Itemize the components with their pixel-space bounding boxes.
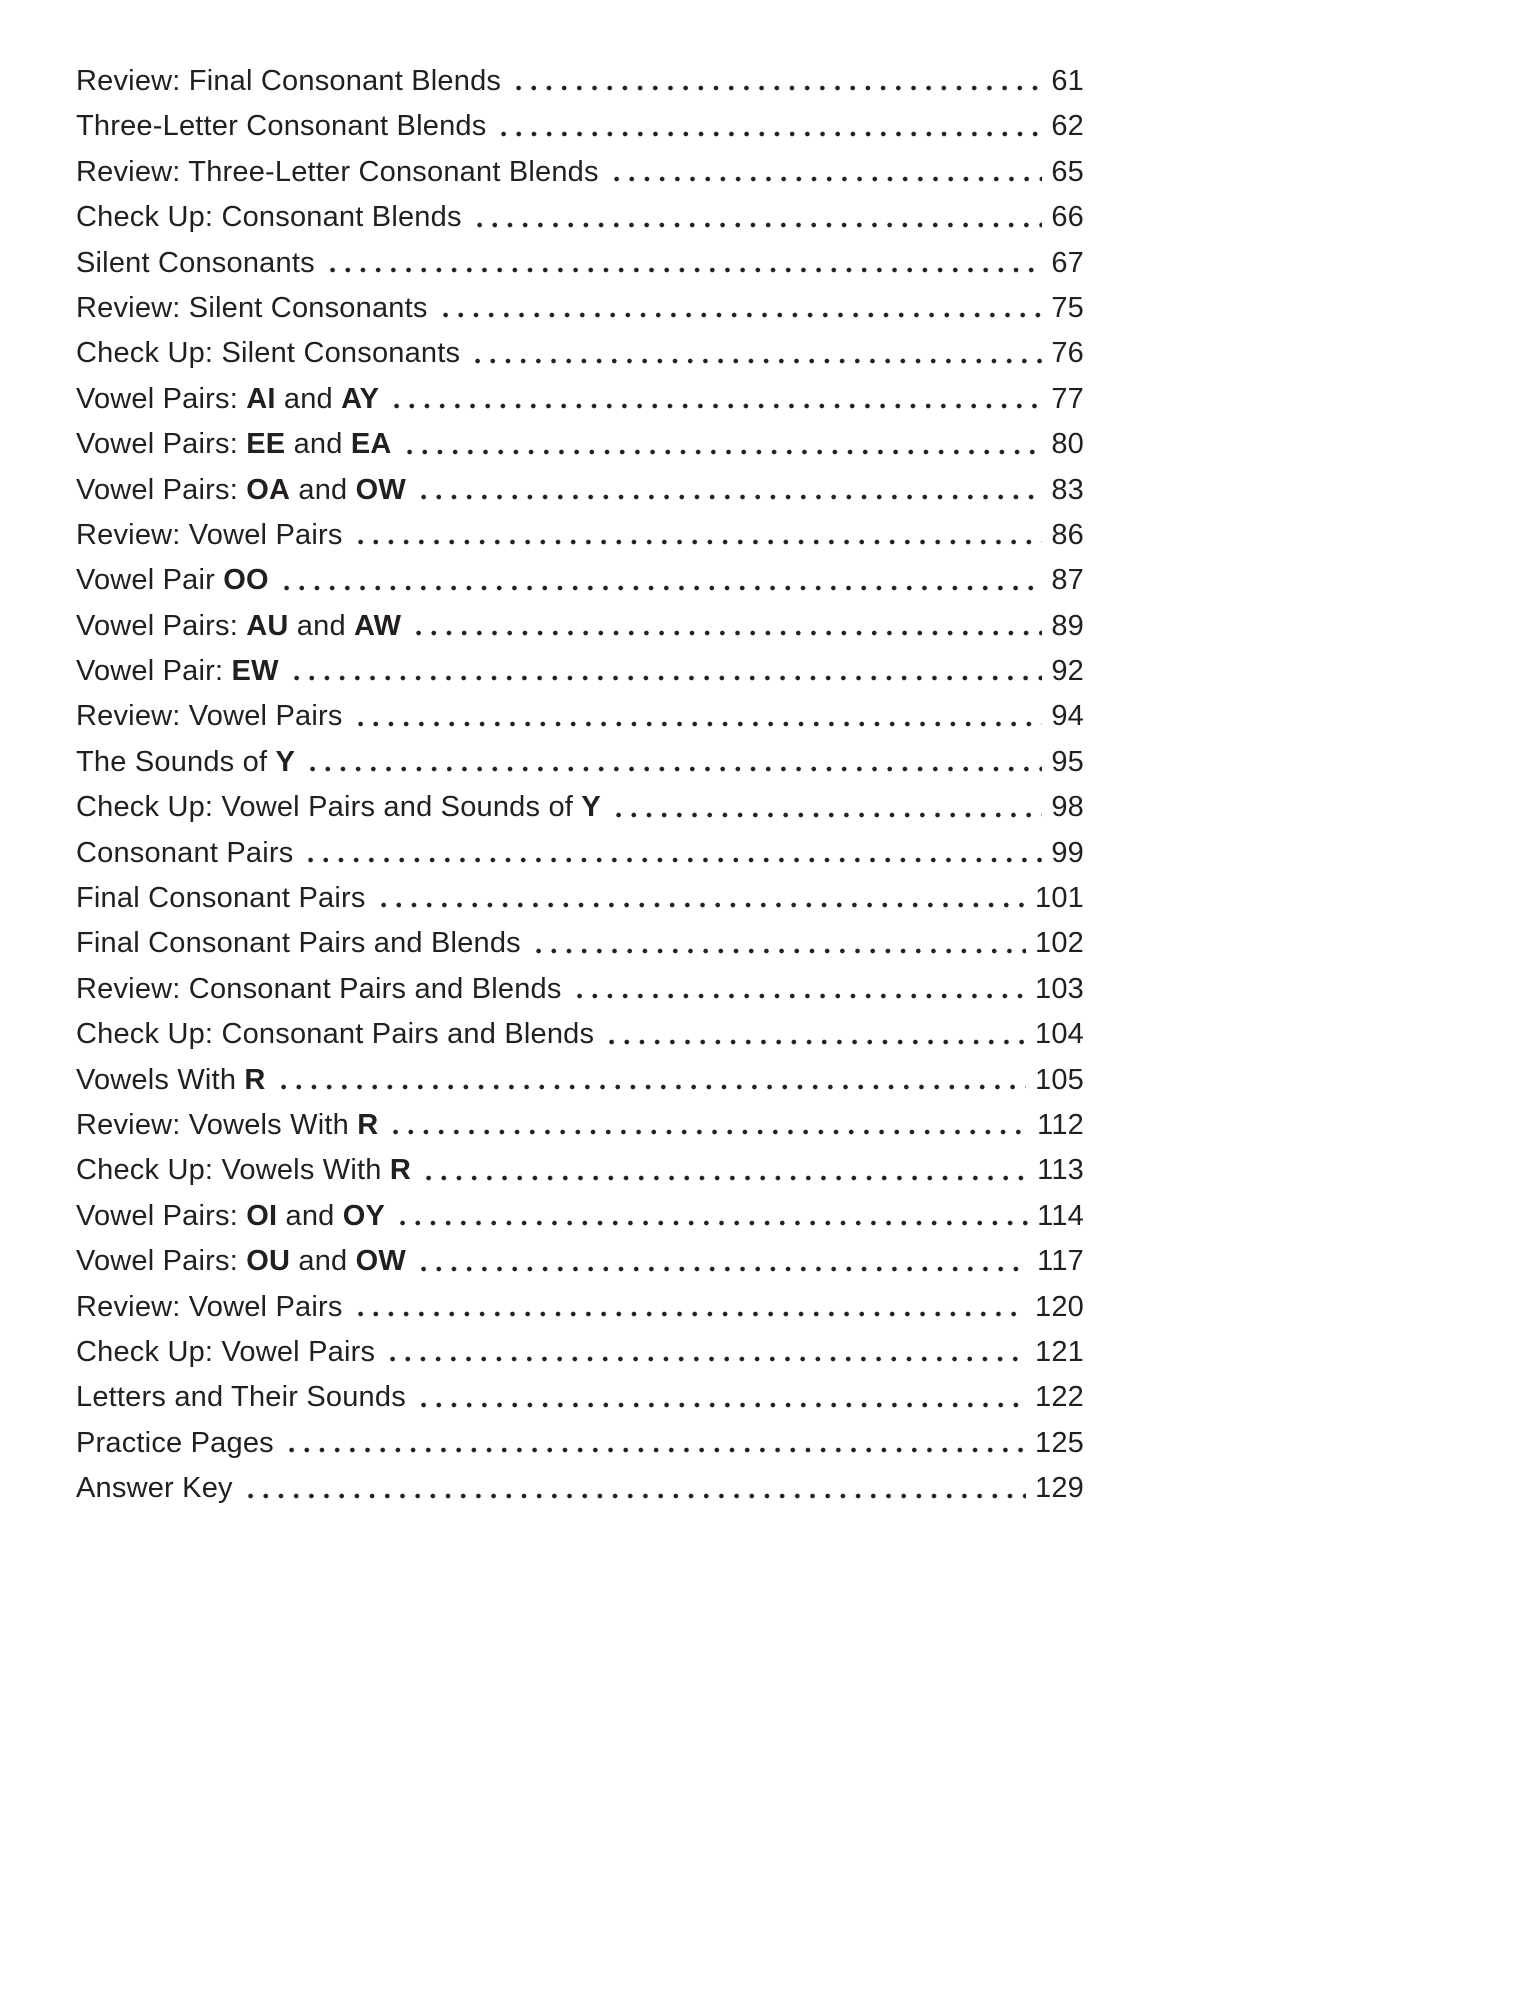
toc-entry-page-number: 120 [1035,1290,1084,1323]
toc-title-segment: Vowel Pair [76,564,224,597]
toc-title-segment: Letters and Their Sounds [76,1381,406,1414]
toc-entry [76,241,1084,286]
toc-entry [76,1058,1084,1103]
toc-entry [76,1194,1084,1239]
toc-title-segment: Check Up: Consonant Blends [76,201,462,234]
toc-entry-page-number: 65 [1051,155,1084,188]
toc-entry-page-number: 61 [1051,65,1084,97]
toc-entry-title [76,331,460,376]
toc-title-segment: Vowel Pair: [76,655,232,688]
toc-entry-page-number: 89 [1051,609,1084,642]
toc-title-bold-segment: AI [246,382,276,415]
toc-title-segment: Silent Consonants [76,246,315,279]
toc-title-segment: Review: Final Consonant Blends [76,65,502,97]
dot-leader [531,921,1026,966]
toc-entry-title [76,1194,385,1239]
toc-entry-title [76,468,406,513]
toc-title-segment: Review: Vowel Pairs [76,700,343,733]
toc-entry-title [76,831,293,876]
toc-entry-page-number: 114 [1037,1199,1084,1232]
toc-entry-title [76,785,601,830]
toc-entry-page-number: 92 [1051,655,1084,688]
dot-leader [279,558,1043,603]
dot-leader [385,1330,1026,1375]
toc-entry-title [76,241,315,286]
toc-entry [76,513,1084,558]
toc-entry-title [76,1239,406,1284]
toc-title-segment: and [288,609,355,642]
toc-entry [76,1466,1084,1511]
toc-title-bold-segment: OU [246,1245,291,1278]
toc-entry [76,422,1084,467]
toc-entry-title [76,422,392,467]
dot-leader [389,377,1042,422]
dot-leader [303,831,1042,876]
toc-entry-title [76,604,401,649]
toc-entry-title [76,1466,233,1511]
toc-title-bold-segment: Y [581,791,601,824]
toc-entry-page-number: 66 [1051,201,1084,234]
toc-title-bold-segment: EE [246,428,286,461]
toc-title-segment: Vowel Pairs: [76,382,247,415]
toc-title-segment: Review: Consonant Pairs and Blends [76,972,562,1005]
toc-entry-page-number: 122 [1035,1381,1084,1414]
toc-entry-title [76,1285,343,1330]
toc-entry-page-number: 117 [1037,1245,1084,1278]
toc-title-segment: Answer Key [76,1472,233,1505]
toc-title-segment: Review: Silent Consonants [76,291,428,324]
toc-entry-page-number: 77 [1051,382,1084,415]
toc-entry-title [76,967,562,1012]
toc-entry-title [76,150,599,195]
dot-leader [604,1012,1026,1057]
toc-entry-title [76,1421,274,1466]
toc-entry-page-number: 121 [1035,1335,1084,1368]
dot-leader [496,104,1042,149]
toc-entry [76,59,1084,104]
toc-title-bold-segment: Y [275,745,296,778]
toc-entry-page-number: 105 [1035,1063,1084,1096]
toc-entry-page-number: 98 [1051,791,1084,824]
toc-entry-page-number: 103 [1035,972,1084,1005]
toc-title-bold-segment: R [357,1108,379,1141]
dot-leader [388,1103,1028,1148]
toc-entry [76,1285,1084,1330]
toc-title-segment: Vowel Pairs: [76,428,247,461]
toc-title-segment: Review: Three-Letter Consonant Blends [76,155,599,188]
toc-entry [76,1012,1084,1057]
toc-entry-page-number: 112 [1037,1108,1084,1141]
toc-entry [76,740,1084,785]
toc-title-bold-segment: OA [246,473,291,506]
dot-leader [416,468,1042,513]
toc-entry [76,150,1084,195]
toc-title-bold-segment: OW [355,473,406,506]
toc-entry-title [76,1103,378,1148]
dot-leader [472,195,1043,240]
dot-leader [416,1239,1028,1284]
toc-entry-title [76,1148,411,1193]
toc-title-segment: and [277,1199,343,1232]
toc-entry-title [76,649,279,694]
toc-title-segment: Final Consonant Pairs [76,882,366,915]
toc-entry [76,967,1084,1012]
toc-entry-title [76,1375,406,1420]
toc-entry-page-number: 95 [1051,745,1084,778]
toc-title-bold-segment: AU [246,609,289,642]
dot-leader [416,1375,1026,1420]
toc-entry-title [76,1330,375,1375]
toc-entry [76,104,1084,149]
toc-entry-title [76,195,462,240]
toc-title-bold-segment: OI [246,1199,278,1232]
toc-list [76,59,1084,1512]
toc-entry [76,876,1084,921]
dot-leader [353,1285,1026,1330]
toc-title-bold-segment: OW [355,1245,406,1278]
toc-title-segment: Three-Letter Consonant Blends [76,110,487,143]
dot-leader [421,1148,1028,1193]
dot-leader [284,1421,1026,1466]
toc-entry-page-number: 99 [1051,836,1084,869]
toc-title-segment: Check Up: Vowel Pairs [76,1335,376,1368]
dot-leader [511,59,1042,104]
dot-leader [402,422,1043,467]
toc-title-bold-segment: EW [231,655,279,688]
dot-leader [611,785,1042,830]
dot-leader [411,604,1042,649]
toc-entry-page-number: 67 [1051,246,1084,279]
toc-title-segment: Practice Pages [76,1426,274,1459]
toc-entry [76,1103,1084,1148]
dot-leader [289,649,1043,694]
dot-leader [572,967,1026,1012]
toc-entry-page-number: 125 [1035,1426,1084,1459]
toc-entry-page-number: 104 [1035,1018,1084,1051]
toc-entry-page-number: 76 [1051,337,1084,370]
toc-title-segment: Consonant Pairs [76,836,294,869]
toc-entry-title [76,104,486,149]
toc-entry-page-number: 75 [1051,291,1084,324]
toc-entry [76,286,1084,331]
toc-title-bold-segment: OO [223,564,269,597]
toc-title-bold-segment: AW [354,609,402,642]
toc-entry [76,1375,1084,1420]
toc-title-segment: Vowel Pairs: [76,473,247,506]
toc-entry-title [76,921,521,966]
toc-entry-title [76,1012,594,1057]
toc-entry [76,649,1084,694]
toc-title-bold-segment: AY [341,382,380,415]
toc-entry-page-number: 101 [1035,882,1084,915]
toc-entry [76,558,1084,603]
toc-entry-title [76,59,501,104]
toc-title-segment: and [290,473,356,506]
toc-title-segment: Vowel Pairs: [76,1199,247,1232]
toc-title-segment: and [275,382,342,415]
toc-entry [76,831,1084,876]
toc-entry-page-number: 62 [1051,110,1084,143]
toc-title-segment: The Sounds of [76,745,276,778]
toc-entry-title [76,694,343,739]
dot-leader [376,876,1026,921]
toc-title-segment: Final Consonant Pairs and Blends [76,927,521,960]
toc-entry-title [76,1058,266,1103]
toc-entry [76,1239,1084,1284]
dot-leader [438,286,1043,331]
toc-entry-page-number: 80 [1051,428,1084,461]
dot-leader [353,513,1043,558]
toc-entry-title [76,876,366,921]
toc-entry [76,195,1084,240]
dot-leader [243,1466,1026,1511]
toc-entry [76,694,1084,739]
toc-entry-title [76,558,269,603]
toc-entry-title [76,513,343,558]
toc-title-bold-segment: R [389,1154,411,1187]
toc-title-segment: Vowel Pairs: [76,1245,247,1278]
toc-title-segment: Check Up: Vowel Pairs and Sounds of [76,791,582,824]
toc-entry [76,1421,1084,1466]
toc-title-segment: Review: Vowel Pairs [76,1290,343,1323]
toc-title-segment: Vowel Pairs: [76,609,247,642]
toc-title-segment: and [285,428,351,461]
toc-title-segment: and [290,1245,356,1278]
toc-title-segment: Review: Vowels With [76,1108,358,1141]
dot-leader [609,150,1043,195]
toc-title-segment: Vowels With [76,1063,245,1096]
dot-leader [470,331,1042,376]
toc-entry-title [76,377,379,422]
toc-title-bold-segment: R [244,1063,266,1096]
toc-entry [76,604,1084,649]
toc-entry-page-number: 113 [1037,1154,1084,1187]
toc-title-segment: Check Up: Consonant Pairs and Blends [76,1018,595,1051]
toc-entry-page-number: 129 [1035,1472,1084,1505]
dot-leader [395,1194,1028,1239]
toc-title-segment: Check Up: Vowels With [76,1154,390,1187]
toc-title-bold-segment: OY [342,1199,386,1232]
dot-leader [353,694,1043,739]
toc-entry [76,785,1084,830]
toc-entry-page-number: 83 [1051,473,1084,506]
toc-entry [76,377,1084,422]
toc-entry-page-number: 87 [1051,564,1084,597]
dot-leader [325,241,1043,286]
toc-entry-page-number: 102 [1035,927,1084,960]
toc-entry-page-number: 94 [1051,700,1084,733]
toc-title-segment: Review: Vowel Pairs [76,518,343,551]
dot-leader [305,740,1042,785]
toc-entry [76,1148,1084,1193]
dot-leader [276,1058,1026,1103]
toc-entry [76,468,1084,513]
toc-entry [76,1330,1084,1375]
toc-entry [76,921,1084,966]
toc-title-segment: Check Up: Silent Consonants [76,337,461,370]
toc-entry-title [76,740,295,785]
toc-entry-page-number: 86 [1051,518,1084,551]
toc-entry-title [76,286,428,331]
toc-entry [76,331,1084,376]
toc-title-bold-segment: EA [350,428,392,461]
